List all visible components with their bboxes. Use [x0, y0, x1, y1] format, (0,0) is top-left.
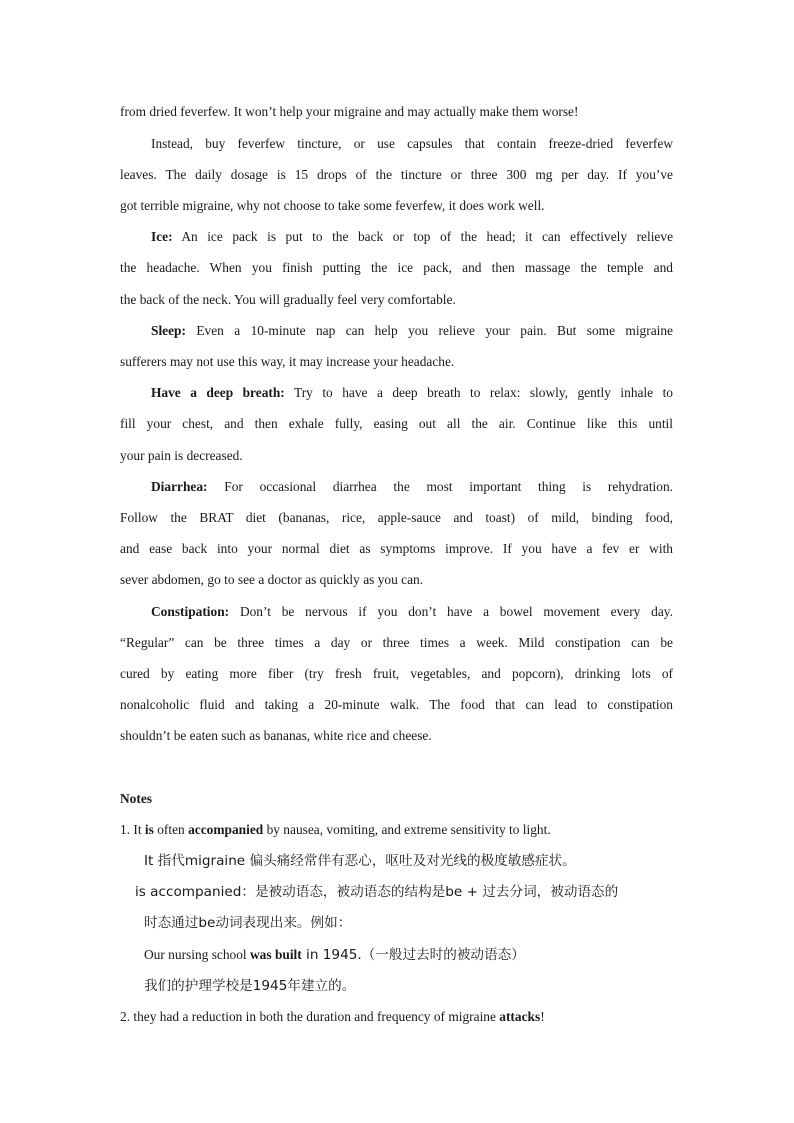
constipation-line-3: cured by eating more fiber (try fresh fruit, vegetables, and popcorn), drinking lots of — [120, 666, 673, 681]
feverfew-line-1: from dried feverfew. It won’t help your migraine and may actually make them worse! — [120, 104, 579, 119]
breath-line-1 — [151, 383, 673, 403]
feverfew-line-3: leaves. The daily dosage is 15 drops of the tincture or three 300 mg per day. If you’ve — [120, 167, 673, 182]
breath-line-2: fill your chest, and then exhale fully, easing out all the air. Continue like this until — [120, 416, 673, 431]
breath-heading: Have a deep breath: — [151, 385, 285, 400]
breath-line-3: your pain is decreased. — [120, 448, 243, 463]
breath-text-1: Try to have a deep breath to relax: slowly, gently inhale to — [294, 385, 673, 400]
sleep-line-1 — [151, 321, 673, 341]
constipation-line-4: nonalcoholic fluid and taking a 20-minute walk. The food that can lead to constipation — [120, 697, 673, 712]
note-1-is: is — [144, 822, 154, 837]
notes-title-text: Notes — [120, 791, 152, 806]
note-2-exclaim: ! — [540, 1009, 545, 1024]
diarrhea-line-1 — [151, 477, 673, 497]
constipation-text-1: Don’t be nervous if you don’t have a bowel movement every day. — [239, 604, 673, 619]
example-text-c: in 1945.（一般过去时的被动语态） — [301, 947, 525, 963]
note-1-passive-line-2: 时态通过be动词表现出来。例如： — [144, 915, 352, 931]
diarrhea-heading: Diarrhea: — [151, 479, 208, 494]
note-2-text: 2. they had a reduction in both the duration and frequency of migraine — [120, 1009, 500, 1024]
constipation-line-1 — [151, 602, 673, 622]
constipation-line-2: “Regular” can be three times a day or three times a week. Mild constipation can be — [120, 635, 673, 650]
note-1-example — [144, 945, 673, 965]
note-1-example-translation: 我们的护理学校是1945年建立的。 — [144, 978, 356, 994]
note-1-accompanied: accompanied — [188, 822, 264, 837]
notes-title — [120, 789, 673, 809]
note-1-line: 1. It is often accompanied by nausea, vomiting, and extreme sensitivity to light. — [120, 822, 551, 837]
sleep-heading: Sleep: — [151, 323, 186, 338]
note-2-line — [120, 1007, 673, 1027]
note-1-it-explanation: It 指代migraine 偏头痛经常伴有恶心，呕吐及对光线的极度敏感症状。 — [144, 853, 576, 869]
sleep-line-2: sufferers may not use this way, it may increase your headache. — [120, 354, 455, 369]
constipation-heading: Constipation: — [151, 604, 230, 619]
diarrhea-text-1: For occasional diarrhea the most important thing is rehydration. — [224, 479, 673, 494]
note-1-passive-line-1: is accompanied：是被动语态，被动语态的结构是be + 过去分词，被动语态的 — [135, 884, 619, 900]
diarrhea-line-4: sever abdomen, go to see a doctor as quickly as you can. — [120, 572, 424, 587]
example-was-built: was built — [250, 947, 302, 962]
feverfew-line-2: Instead, buy feverfew tincture, or use capsules that contain freeze-dried feverfew — [151, 136, 673, 151]
feverfew-line-4: got terrible migraine, why not choose to take some feverfew, it does work well. — [120, 198, 545, 213]
ice-line-3: the back of the neck. You will gradually feel very comfortable. — [120, 292, 456, 307]
constipation-line-5: shouldn’t be eaten such as bananas, white rice and cheese. — [120, 728, 432, 743]
diarrhea-line-3: and ease back into your normal diet as symptoms improve. If you have a fev er with — [120, 541, 673, 556]
sleep-text-1: Even a 10-minute nap can help you relieve your pain. But some migraine — [196, 323, 673, 338]
ice-text-1: An ice pack is put to the back or top of the head; it can effectively relieve — [181, 229, 673, 244]
ice-line-2: the headache. When you finish putting the ice pack, and then massage the temple and — [120, 260, 673, 275]
diarrhea-line-2: Follow the BRAT diet (bananas, rice, apple-sauce and toast) of mild, binding food, — [120, 510, 673, 525]
example-text-a: Our nursing school — [144, 947, 251, 962]
note-2-attacks: attacks — [499, 1009, 541, 1024]
ice-line-1 — [151, 227, 673, 247]
ice-heading: Ice: — [151, 229, 173, 244]
note-1-rest: by nausea, vomiting, and extreme sensitivity to light. — [263, 822, 551, 837]
